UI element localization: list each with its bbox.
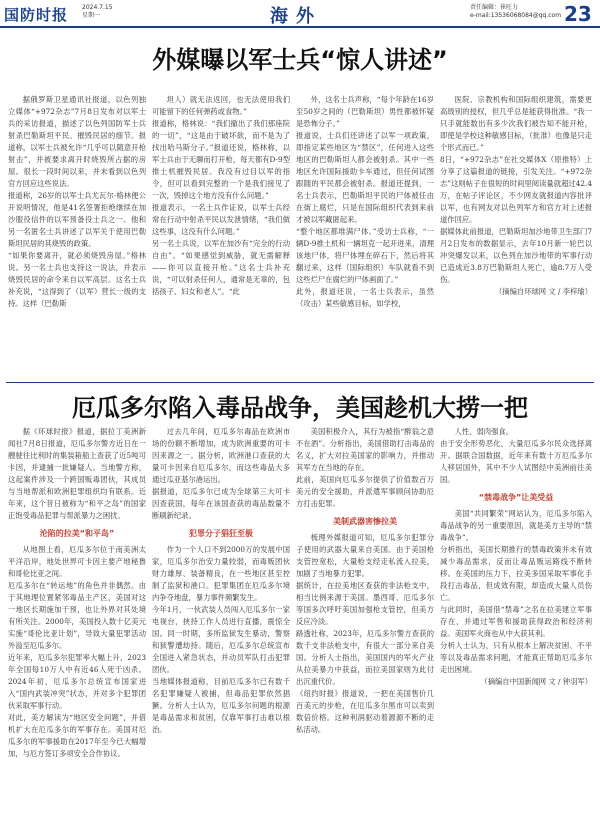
story1-col4-text: 医院、宗教机构和国际组织建筑，需要更高级别的授权，但几乎总是能获得批准。“我一只手就能数出有多少次我们被告知不能开枪，即使是学校这种敏感目标，（批准）也像是只走个形式而已。” 8日，“+972杂志”在社交媒体X（原推特）上分享了这篇报道的链接，引发关注。“+972杂志”这则帖子在很短的时间里阅读量就超过42.4万，在帖子评论区，不少网友就报道内容批评以军，也有网友对以色列军方和官方对上述报道作回应。 据媒体此前报道，巴勒斯坦加沙地带卫生部门7月2日发布的数据显示，去年10月新一轮巴以冲突爆发以来，以色列在加沙地带的军事行动已造成近3.8万巴勒斯坦人死亡，逾8.7万人受伤。 — [440, 95, 592, 284]
story1-column-2 — [152, 94, 290, 379]
story2-col3b-text: 梳理外媒报道可知，厄瓜多尔犯罪分子使用的武器大量来自美国。由于美国枪支管控宽松，大量枪支经走私流入拉美，加剧了当地暴力犯罪。 据统计，在拉美地区查获的非法枪支中，相当比例来源于美国。墨西哥、厄瓜多尔等国多次呼吁美国加强枪支管控，但美方反应冷淡。 路透社称，2023年，厄瓜多尔警方查获的数千支非法枪支中，有很大一部分来自美国。分析人士指出，美国国内的军火产业从拉美暴力中获益，而拉美国家则为此付出沉重代价。 《纽约时报》报道说，一把在美国售价几百美元的步枪，在厄瓜多尔黑市可以卖到数倍价格。这种利润驱动着源源不断的走私活动。 — [296, 533, 434, 734]
story2-col2b-text: 作为一个人口不到2000万的发展中国家，厄瓜多尔治安力量较弱，而毒贩团伙财力雄厚、装备精良，在一些地区甚至控制了监狱和港口。犯罪集团在厄瓜多尔境内争夺地盘，暴力事件频繁发生。 今年1月，一伙武装人员闯入厄瓜多尔一家电视台，挟持工作人员进行直播，震惊全国。同一时期，多所监狱发生暴动，警察和狱警遭劫持。随后，厄瓜多尔总统宣布全国进入紧急状态，并动员军队打击犯罪团伙。 当地媒体报道称，目前厄瓜多尔已有数千名犯罪嫌疑人被捕，但毒品犯罪依然猖獗。分析人士认为，厄瓜多尔问题的根源是毒品需求和贫困，仅靠军事打击难以根治。 — [152, 545, 290, 734]
masthead: 国防时报 — [4, 6, 69, 24]
story2-col4b-text: 美国“共同繁荣”网站认为，厄瓜多尔陷入毒品战争的另一重要原因，就是美方主导的“禁毒战争”。 分析指出，美国长期推行的禁毒政策并未有效减少毒品需求，反而让毒品贩运路线不断转移。在美国的压力下，拉美多国采取军事化手段打击毒品，但成效有限，却造成大量人员伤亡。 与此同时，美国借“禁毒”之名在拉美建立军事存在，并通过军售和援助获得政治和经济利益。美国军火商也从中大获其利。 分析人士认为，只有从根本上解决贫困、不平等以及毒品需求问题，才能真正帮助厄瓜多尔走出困境。 — [440, 509, 592, 674]
issue-weekday: 星期一 — [82, 12, 101, 19]
section-divider — [6, 382, 594, 383]
story2-headline: 厄瓜多尔陷入毒品战争，美国趁机大捞一把 — [72, 394, 528, 422]
date-block — [82, 4, 113, 20]
story2-column-3 — [296, 426, 434, 830]
story1-headline: 外媒曝以军士兵“惊人讲述” — [152, 46, 448, 74]
story1-col2-text: 坦人）就无法返回，也无法使用我们可能留下的任何弹药或食物。” 报道称，格林说：“我们撤出了我们那座院的一切”，“这是由于破坏欲，而不是为了找出哈马斯分子。”报道还说，格林称，以军士兵由于无聊而打开枪，每天都有D-9型推土机摧毁民居。我没有过目以军的指令，但可以看到完整的一个是我们接见了一次，毁掉这个地方没有什么问题。” 报道表示，一名士兵作证说，以军士兵经常在行动中射杀平民以发泄情绪，“我们做这些事，这没有什么问题。” 另一名士兵说，以军在加沙有“完全的行动自由”。“如果感觉到威胁，就无需解释——你可以直接开枪。”这名士兵补充说，“可以射杀任何人，通常是无辜的，包括孩子、妇女和老人”。“此 — [152, 95, 290, 296]
story2-column-1 — [8, 426, 146, 830]
story1-column-3 — [296, 94, 434, 379]
page-number: 23 — [564, 2, 592, 26]
story2-column-2 — [152, 426, 290, 830]
story2-subhead-3: 美制武器害惨拉美 — [333, 517, 397, 526]
story2-subhead-4: “禁毒战争”让美受益 — [478, 493, 554, 502]
page-header — [0, 0, 600, 28]
editor-email: e-mail:13536068084@qq.com — [470, 12, 562, 19]
issue-date: 2024.7.15 — [82, 4, 113, 11]
story1-byline: （摘编自环球网 文 / 李梓瑜） — [495, 287, 592, 296]
story1-column-1 — [8, 94, 146, 379]
story2-col4-text: 人性、弱肉强食。 由于安全形势恶化，大量厄瓜多尔民众选择离开。据联合国数据，近年来有数十万厄瓜多尔人移居国外，其中不少人试图经中美洲前往美国。 — [440, 427, 592, 484]
section-title: 海外 — [270, 6, 322, 27]
story1-col1-text: 据俄罗斯卫星通讯社报道，以色列独立媒体“+972杂志”7月8日发布对以军士兵的采访报道，描述了以色列国防军士兵射杀巴勒斯坦平民、摧毁民居的细节。报道称，以军士兵被允许“几乎可以随意开枪射击”，并被要求离开时烧毁所占据的房屋。很长一段时间以来，并未看到以色列官方回应这些说法。 报道称，26岁的以军士兵尤瓦尔·格林便公开说明情况，他是41名签署拒绝继续在加沙服役信件的以军预备役士兵之一。他和另一名匿名士兵讲述了以军关于使用巴勒斯坦民居的其烧毁的政策。 “如果你要离开，就必须烧毁房屋。”格林说。另一名士兵也支持这一说法，并表示烧毁民居的命令来自以军高层。这名士兵补充说，“这得到了（以军）营长一级的支持。这样（巴勒斯 — [8, 95, 146, 308]
story2-col2-text: 过去几年间，厄瓜多尔毒品在欧洲市场的份额不断增加，成为欧洲重要的可卡因来源之一。据分析，欧洲港口查获的大量可卡因来自厄瓜多尔，而这些毒品大多通过瓜亚基尔港运出。 据报道，厄瓜多尔已成为全球第三大可卡因查获国，每年在该国查获的毒品数量不断刷新纪录。 — [152, 427, 290, 520]
editor-name: 责任编辑：崔旺力 — [470, 4, 519, 11]
story2-col3-text: 美国积极介入，其行为被指“醉翁之意不在酒”。分析指出，美国借助打击毒品的名义，扩大对拉美国家的影响力，并推动其军方在当地的存在。 此前，美国向厄瓜多尔提供了价值数百万美元的安全援助，并派遣军事顾问协助厄方打击犯罪。 — [296, 427, 434, 508]
story2-col1-text: 据《环球时报》报道，据拉丁美洲新闻社7月8日报道，厄瓜多尔警方近日在一艘驶往比利时的集装箱船上查获了近5吨可卡因，并逮捕一批嫌疑人。当地警方称，这起案件涉及一个跨国贩毒团伙，其成员与当地帮派和欧洲犯罪组织均有联系。近年来，这个昔日被称为“和平之岛”的国家正饱受毒品犯罪与帮派暴力之困扰。 — [8, 427, 146, 520]
story2-column-4 — [440, 426, 592, 830]
editor-block — [470, 4, 561, 20]
story2-subhead-2: 犯罪分子猖狂至极 — [189, 529, 253, 538]
story2-col1b-text: 从地图上看，厄瓜多尔位于南美洲太平洋沿岸，地处世界可卡因主要产地秘鲁和哥伦比亚之间。 厄瓜多尔在“转运地”的角色并非偶然。由于其地理位置紧邻毒品主产区，美国对这一地区长期施加干预，也让外界对其处境有所关注。2000年，美国投入数十亿美元实施“哥伦比亚计划”，导致大量犯罪活动外溢至厄瓜多尔。 近年来，厄瓜多尔犯罪率大幅上升，2023年全国每10万人中有近46人死于凶杀。2024年初，厄瓜多尔总统宣布国家进入“国内武装冲突”状态，并对多个犯罪团伙采取军事行动。 对此，美方解读为“地区安全问题”，并借机扩大在厄瓜多尔的军事存在。美国对厄瓜多尔的军事援助在2017年至今已大幅增加，与厄方签订多项安全合作协议。 — [8, 545, 146, 758]
story1-column-4 — [440, 94, 592, 379]
story2-subhead-1: 沦陷的拉美“和平岛” — [39, 529, 115, 538]
story1-col3-text: 外，这名士兵声称，“每个年龄在16岁至50岁之间的（巴勒斯坦）男性都被怀疑是恐怖分子。” 报道说，士兵们还讲述了以军一项政策，即指定某些地区为“禁区”，任何进入这些地区的巴勒斯坦人都会被射杀。其中一些地区允许国际援助卡车通过，但任何试图跟随的平民都会被射杀。报道还提到，一名士兵表示，巴勒斯坦平民的尸体被任由在街上腐烂，只是在国际组织代表到来前才被以军藏匿起来。 “整个地区都堆满尸体。”受访士兵称，“一辆D-9推土机和一辆坦克一起开进来，清理该地尸体，将尸体埋在碎石下，然后将其翻过来，这样（国际组织）车队就看不到这些烂尸在腐烂的尸体画面了。” 此外，报道还说，一名士兵表示，虽然（攻击）某些敏感目标，如学校， — [296, 95, 434, 308]
story2-byline: （摘编自中国新闻网 文 / 钟羽军） — [480, 677, 592, 686]
